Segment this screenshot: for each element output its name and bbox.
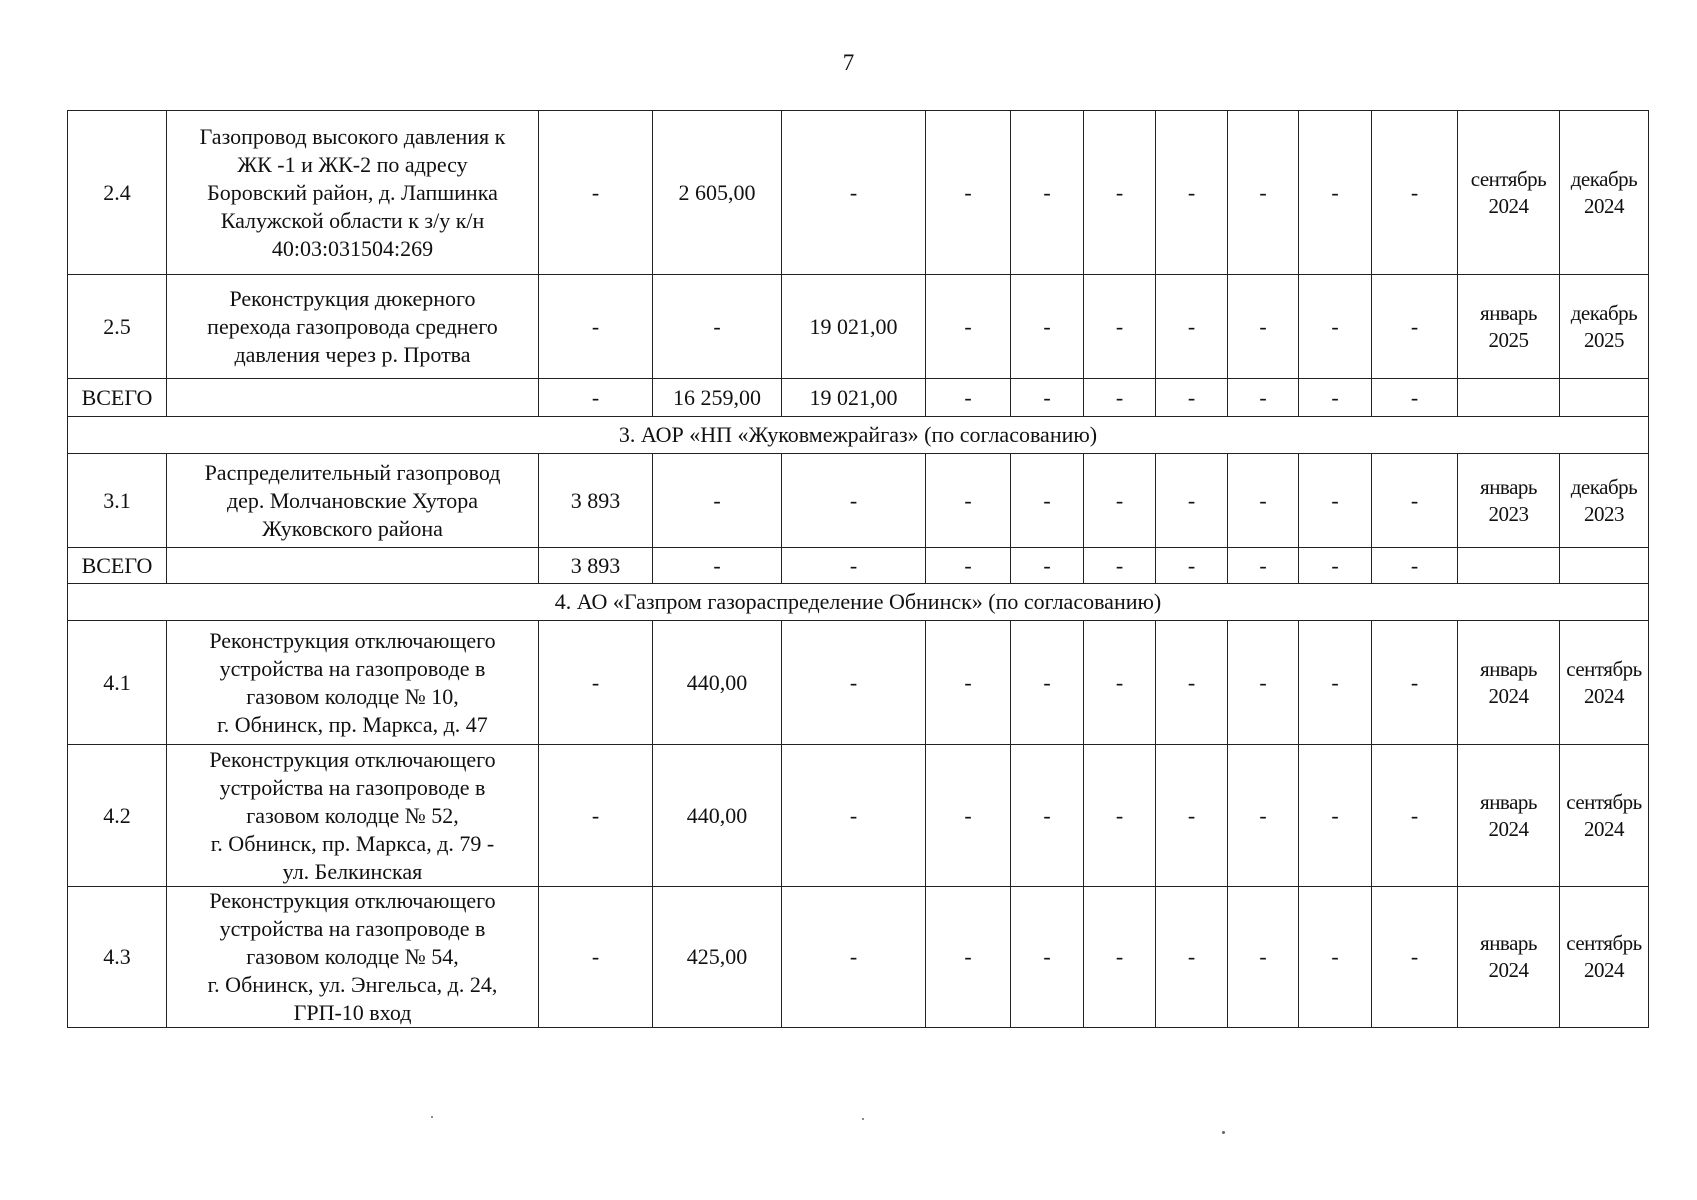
amount-col-4: - [926, 887, 1011, 1028]
amount-col-6: - [1084, 275, 1156, 379]
amount-col-7: - [1156, 745, 1228, 887]
item-number: 3.1 [68, 454, 167, 548]
amount-col-4: - [926, 275, 1011, 379]
amount-col-1: - [539, 621, 653, 745]
item-name-line: 40:03:031504:269 [271, 235, 434, 261]
item-name-line: газовом колодце № 54, [246, 944, 459, 969]
amount-col-7: - [1156, 275, 1228, 379]
amount-col-10: - [1372, 887, 1458, 1028]
item-number: 4.3 [68, 887, 167, 1028]
item-name-line: дер. Молчановские Хутора [226, 487, 479, 513]
item-name-line: давления через р. Протва [234, 341, 471, 367]
amount-col-5: - [1011, 454, 1084, 548]
item-number: 2.5 [68, 275, 167, 379]
amount-col-7: - [1156, 548, 1228, 584]
amount-col-7: - [1156, 454, 1228, 548]
amount-col-6: - [1084, 454, 1156, 548]
amount-col-3: - [782, 454, 926, 548]
table-row [68, 745, 1649, 887]
amount-col-9: - [1299, 379, 1372, 417]
amount-col-1: 3 893 [539, 548, 653, 584]
amount-col-5: - [1011, 379, 1084, 417]
end-date [1560, 887, 1649, 1028]
item-name [167, 454, 539, 548]
amount-col-1: - [539, 275, 653, 379]
amount-col-5: - [1011, 548, 1084, 584]
scan-speck [862, 1118, 864, 1120]
end-date-line: 2024 [1584, 958, 1624, 982]
amount-col-1: - [539, 745, 653, 887]
amount-col-2: 16 259,00 [653, 379, 782, 417]
start-date-line: январь [1480, 789, 1537, 814]
amount-col-7: - [1156, 621, 1228, 745]
end-date-line: 2025 [1584, 327, 1624, 352]
table-row [68, 275, 1649, 379]
amount-col-4: - [926, 454, 1011, 548]
amount-col-4: - [926, 745, 1011, 887]
amount-col-9: - [1299, 887, 1372, 1028]
end-date [1560, 454, 1649, 548]
amount-col-7: - [1156, 111, 1228, 275]
start-date-line: 2025 [1488, 327, 1529, 352]
item-name-line: устройства на газопроводе в [219, 774, 486, 800]
total-label: ВСЕГО [68, 548, 167, 584]
scan-speck [431, 1116, 433, 1118]
item-name-line: газовом колодце № 52, [246, 802, 459, 828]
item-name-line: Распределительный газопровод [204, 459, 501, 485]
start-date-line: 2024 [1488, 958, 1529, 982]
total-row [68, 379, 1649, 417]
amount-col-9: - [1299, 111, 1372, 275]
amount-col-9: - [1299, 745, 1372, 887]
item-name [167, 621, 539, 745]
amount-col-10: - [1372, 454, 1458, 548]
amount-col-4: - [926, 621, 1011, 745]
amount-col-9: - [1299, 454, 1372, 548]
item-name-line: ЖК -1 и ЖК-2 по адресу [237, 151, 468, 177]
amount-col-10: - [1372, 621, 1458, 745]
item-name [167, 111, 539, 275]
section-header-row [68, 584, 1649, 621]
start-date [1458, 548, 1560, 584]
end-date [1560, 275, 1649, 379]
amount-col-10: - [1372, 745, 1458, 887]
amount-col-5: - [1011, 621, 1084, 745]
amount-col-8: - [1228, 745, 1299, 887]
name-cell [167, 548, 539, 584]
amount-col-3: - [782, 111, 926, 275]
start-date [1458, 275, 1560, 379]
amount-col-6: - [1084, 548, 1156, 584]
amount-col-9: - [1299, 548, 1372, 584]
amount-col-2: - [653, 454, 782, 548]
item-name-line: ГРП-10 вход [293, 1000, 412, 1025]
end-date [1560, 745, 1649, 887]
amount-col-4: - [926, 379, 1011, 417]
start-date-line: январь [1480, 474, 1537, 499]
amount-col-3: 19 021,00 [782, 275, 926, 379]
table-row [68, 454, 1649, 548]
end-date [1560, 621, 1649, 745]
amount-col-6: - [1084, 621, 1156, 745]
start-date-line: январь [1480, 656, 1537, 681]
amount-col-5: - [1011, 111, 1084, 275]
amount-col-10: - [1372, 275, 1458, 379]
amount-col-8: - [1228, 548, 1299, 584]
amount-col-8: - [1228, 379, 1299, 417]
item-name-line: г. Обнинск, пр. Маркса, д. 79 - [210, 830, 495, 856]
amount-col-8: - [1228, 275, 1299, 379]
amount-col-2: 425,00 [653, 887, 782, 1028]
item-name-line: Реконструкция отключающего [209, 888, 496, 913]
amount-col-2: 2 605,00 [653, 111, 782, 275]
section-header-row [68, 417, 1649, 454]
amount-col-1: - [539, 887, 653, 1028]
section-title: 4. АО «Газпром газораспределение Обнинск» (по согласованию) [68, 584, 1649, 621]
amount-col-6: - [1084, 745, 1156, 887]
amount-col-7: - [1156, 379, 1228, 417]
start-date-line: январь [1480, 931, 1537, 955]
end-date-line: 2024 [1584, 816, 1624, 841]
item-name [167, 887, 539, 1028]
table-row [68, 887, 1649, 1028]
amount-col-3: - [782, 887, 926, 1028]
amount-col-8: - [1228, 621, 1299, 745]
end-date [1560, 111, 1649, 275]
scan-speck [1222, 1131, 1225, 1134]
item-name-line: ул. Белкинская [282, 858, 423, 884]
end-date-line: декабрь [1570, 300, 1638, 325]
start-date [1458, 621, 1560, 745]
item-name-line: Реконструкция отключающего [209, 627, 496, 653]
amount-col-1: 3 893 [539, 454, 653, 548]
amount-col-5: - [1011, 275, 1084, 379]
amount-col-5: - [1011, 887, 1084, 1028]
start-date-line: 2024 [1488, 816, 1529, 841]
amount-col-3: - [782, 548, 926, 584]
item-name-line: г. Обнинск, пр. Маркса, д. 47 [217, 711, 488, 737]
item-number: 4.2 [68, 745, 167, 887]
amount-col-6: - [1084, 111, 1156, 275]
item-name-line: перехода газопровода среднего [207, 313, 498, 339]
amount-col-3: - [782, 745, 926, 887]
total-label: ВСЕГО [68, 379, 167, 417]
amount-col-8: - [1228, 887, 1299, 1028]
amount-col-5: - [1011, 745, 1084, 887]
item-name-line: Реконструкция отключающего [209, 746, 496, 772]
end-date [1560, 548, 1649, 584]
item-name-line: Реконструкция дюкерного [229, 285, 476, 311]
item-name-line: Газопровод высокого давления к [199, 123, 506, 149]
page-number: 7 [842, 50, 855, 75]
amount-col-9: - [1299, 275, 1372, 379]
end-date [1560, 379, 1649, 417]
amount-col-1: - [539, 111, 653, 275]
start-date [1458, 454, 1560, 548]
amount-col-6: - [1084, 887, 1156, 1028]
amount-col-2: 440,00 [653, 621, 782, 745]
end-date-line: декабрь [1570, 166, 1638, 191]
end-date-line: сентябрь [1566, 931, 1642, 955]
amount-col-7: - [1156, 887, 1228, 1028]
item-number: 2.4 [68, 111, 167, 275]
start-date [1458, 111, 1560, 275]
end-date-line: 2024 [1584, 683, 1624, 708]
total-row [68, 548, 1649, 584]
item-name-line: газовом колодце № 10, [246, 683, 459, 709]
amount-col-6: - [1084, 379, 1156, 417]
item-name-line: Жуковского района [262, 515, 443, 541]
item-number: 4.1 [68, 621, 167, 745]
item-name-line: устройства на газопроводе в [219, 655, 486, 681]
amount-col-1: - [539, 379, 653, 417]
start-date-line: 2023 [1488, 501, 1529, 526]
start-date [1458, 379, 1560, 417]
amount-col-3: 19 021,00 [782, 379, 926, 417]
amount-col-2: - [653, 275, 782, 379]
item-name-line: Боровский район, д. Лапшинка [207, 179, 498, 205]
amount-col-8: - [1228, 111, 1299, 275]
start-date [1458, 745, 1560, 887]
section-title: 3. АОР «НП «Жуковмежрайгаз» (по согласованию) [68, 417, 1649, 454]
item-name-line: Калужской области к з/у к/н [220, 207, 485, 233]
amount-col-2: - [653, 548, 782, 584]
end-date-line: сентябрь [1566, 789, 1642, 814]
end-date-line: 2023 [1584, 501, 1624, 526]
start-date [1458, 887, 1560, 1028]
item-name [167, 275, 539, 379]
amount-col-10: - [1372, 379, 1458, 417]
end-date-line: 2024 [1584, 193, 1624, 218]
table-row [68, 111, 1649, 275]
start-date-line: сентябрь [1470, 166, 1547, 191]
amount-col-4: - [926, 111, 1011, 275]
start-date-line: 2024 [1488, 683, 1529, 708]
program-table [67, 110, 1649, 1028]
end-date-line: сентябрь [1566, 656, 1642, 681]
amount-col-2: 440,00 [653, 745, 782, 887]
item-name [167, 745, 539, 887]
start-date-line: 2024 [1488, 193, 1529, 218]
amount-col-9: - [1299, 621, 1372, 745]
amount-col-4: - [926, 548, 1011, 584]
table-row [68, 621, 1649, 745]
amount-col-10: - [1372, 111, 1458, 275]
amount-col-8: - [1228, 454, 1299, 548]
item-name-line: устройства на газопроводе в [219, 916, 486, 941]
end-date-line: декабрь [1570, 474, 1638, 499]
name-cell [167, 379, 539, 417]
amount-col-10: - [1372, 548, 1458, 584]
amount-col-3: - [782, 621, 926, 745]
item-name-line: г. Обнинск, ул. Энгельса, д. 24, [207, 972, 498, 997]
start-date-line: январь [1480, 300, 1537, 325]
